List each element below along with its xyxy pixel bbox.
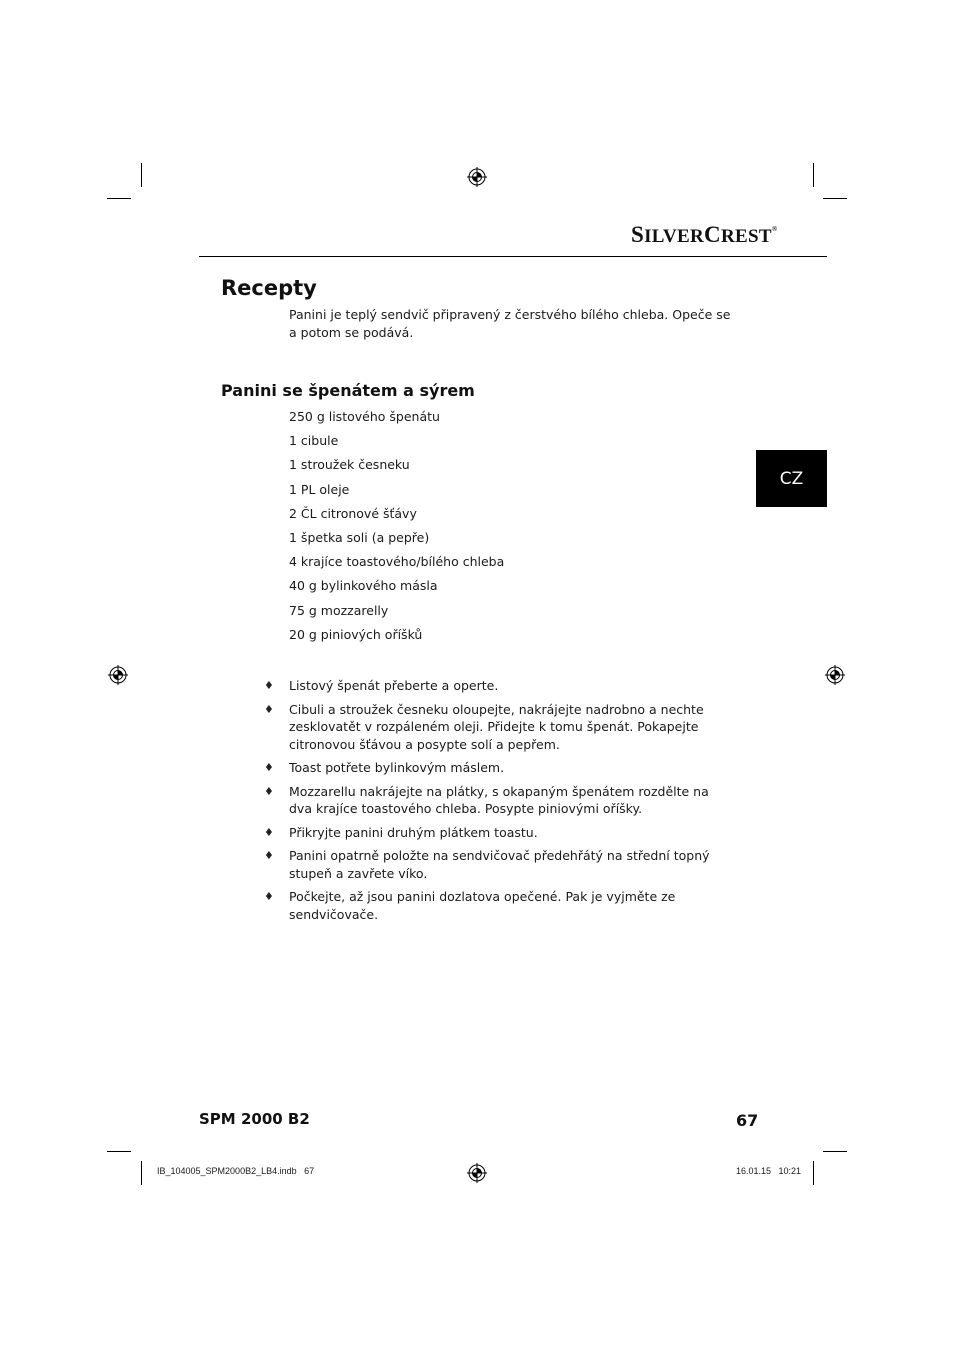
registration-mark-icon	[467, 167, 487, 187]
registered-mark: ®	[771, 225, 778, 233]
diamond-bullet-icon: ♦	[264, 702, 274, 716]
language-tab	[756, 450, 827, 507]
registration-mark-icon	[467, 1163, 487, 1183]
print-file-info: IB_104005_SPM2000B2_LB4.indb 67	[157, 1166, 315, 1176]
language-tab-label: CZ	[779, 468, 804, 489]
step-text: Přikryjte panini druhým plátkem toastu.	[289, 824, 538, 840]
diamond-bullet-icon: ♦	[264, 679, 274, 692]
registration-mark-icon	[108, 665, 128, 685]
page-title: Recepty	[221, 276, 317, 300]
step-item	[264, 677, 734, 695]
crop-mark	[823, 198, 847, 199]
intro-paragraph: Panini je teplý sendvič připravený z čerstvého bílého chleba. Opeče se a potom se podává.	[289, 307, 731, 340]
step-item	[264, 701, 734, 754]
header-rule	[199, 256, 827, 257]
crop-mark	[813, 163, 814, 187]
ingredient-item: 2 ČL citronové šťávy	[289, 505, 417, 521]
step-list	[264, 677, 734, 929]
step-item	[264, 888, 734, 923]
crop-mark	[823, 1151, 847, 1152]
step-item	[264, 783, 734, 818]
brand-letters: ILVER	[644, 226, 705, 247]
crop-mark	[141, 1161, 142, 1185]
step-item	[264, 759, 734, 777]
ingredient-item: 250 g listového špenátu	[289, 409, 440, 424]
ingredient-item: 1 špetka soli (a pepře)	[289, 529, 430, 545]
step-text: Počkejte, až jsou panini dozlatova opečené. Pak je vyjměte ze sendvičovače.	[289, 889, 676, 922]
ingredient-item: 40 g bylinkového másla	[289, 578, 438, 594]
step-text: Panini opatrně položte na sendvičovač předehřátý na střední topný stupeň a zavřete víko.	[289, 848, 710, 881]
brand-letter: C	[704, 222, 721, 247]
step-text: Toast potřete bylinkovým máslem.	[289, 760, 505, 775]
ingredient-item: 1 cibule	[289, 433, 339, 449]
model-number: SPM 2000 B2	[199, 1110, 310, 1128]
print-date: 16.01.15 10:21	[736, 1166, 802, 1176]
ingredient-item: 20 g piniových oříšků	[289, 626, 423, 642]
ingredient-item: 1 stroužek česneku	[289, 457, 410, 473]
crop-mark	[141, 163, 142, 187]
step-text: Mozzarellu nakrájejte na plátky, s okapaným špenátem rozdělte na dva krajíce toastového chleba. Posypte piniovými oříšky.	[289, 783, 709, 816]
ingredient-list	[289, 408, 504, 650]
step-text: Cibuli a stroužek česneku oloupejte, nakrájejte nadrobno a nechte zesklovatět v rozpáleném oleji. Přidejte k tomu špenát. Pokapejte citronovou šťávou a posypte solí a pepřem.	[289, 701, 704, 752]
ingredient-item: 75 g mozzarelly	[289, 602, 389, 618]
crop-mark	[107, 1151, 131, 1152]
recipe-title: Panini se špenátem a sýrem	[221, 381, 475, 400]
diamond-bullet-icon: ♦	[264, 784, 274, 798]
step-item	[264, 824, 734, 842]
ingredient-item: 4 krajíce toastového/bílého chleba	[289, 554, 505, 570]
ingredient-item: 1 PL oleje	[289, 481, 350, 497]
brand-logo	[631, 222, 777, 248]
crop-mark	[107, 198, 131, 199]
diamond-bullet-icon: ♦	[264, 761, 274, 774]
step-text: Listový špenát přeberte a operte.	[289, 678, 499, 693]
diamond-bullet-icon: ♦	[264, 890, 274, 903]
registration-mark-icon	[825, 665, 845, 685]
diamond-bullet-icon: ♦	[264, 849, 274, 862]
page-number: 67	[736, 1111, 759, 1130]
crop-mark	[813, 1161, 814, 1185]
step-item	[264, 847, 734, 882]
brand-letter: S	[631, 222, 645, 247]
brand-letters: REST	[720, 226, 772, 247]
diamond-bullet-icon: ♦	[264, 825, 274, 839]
